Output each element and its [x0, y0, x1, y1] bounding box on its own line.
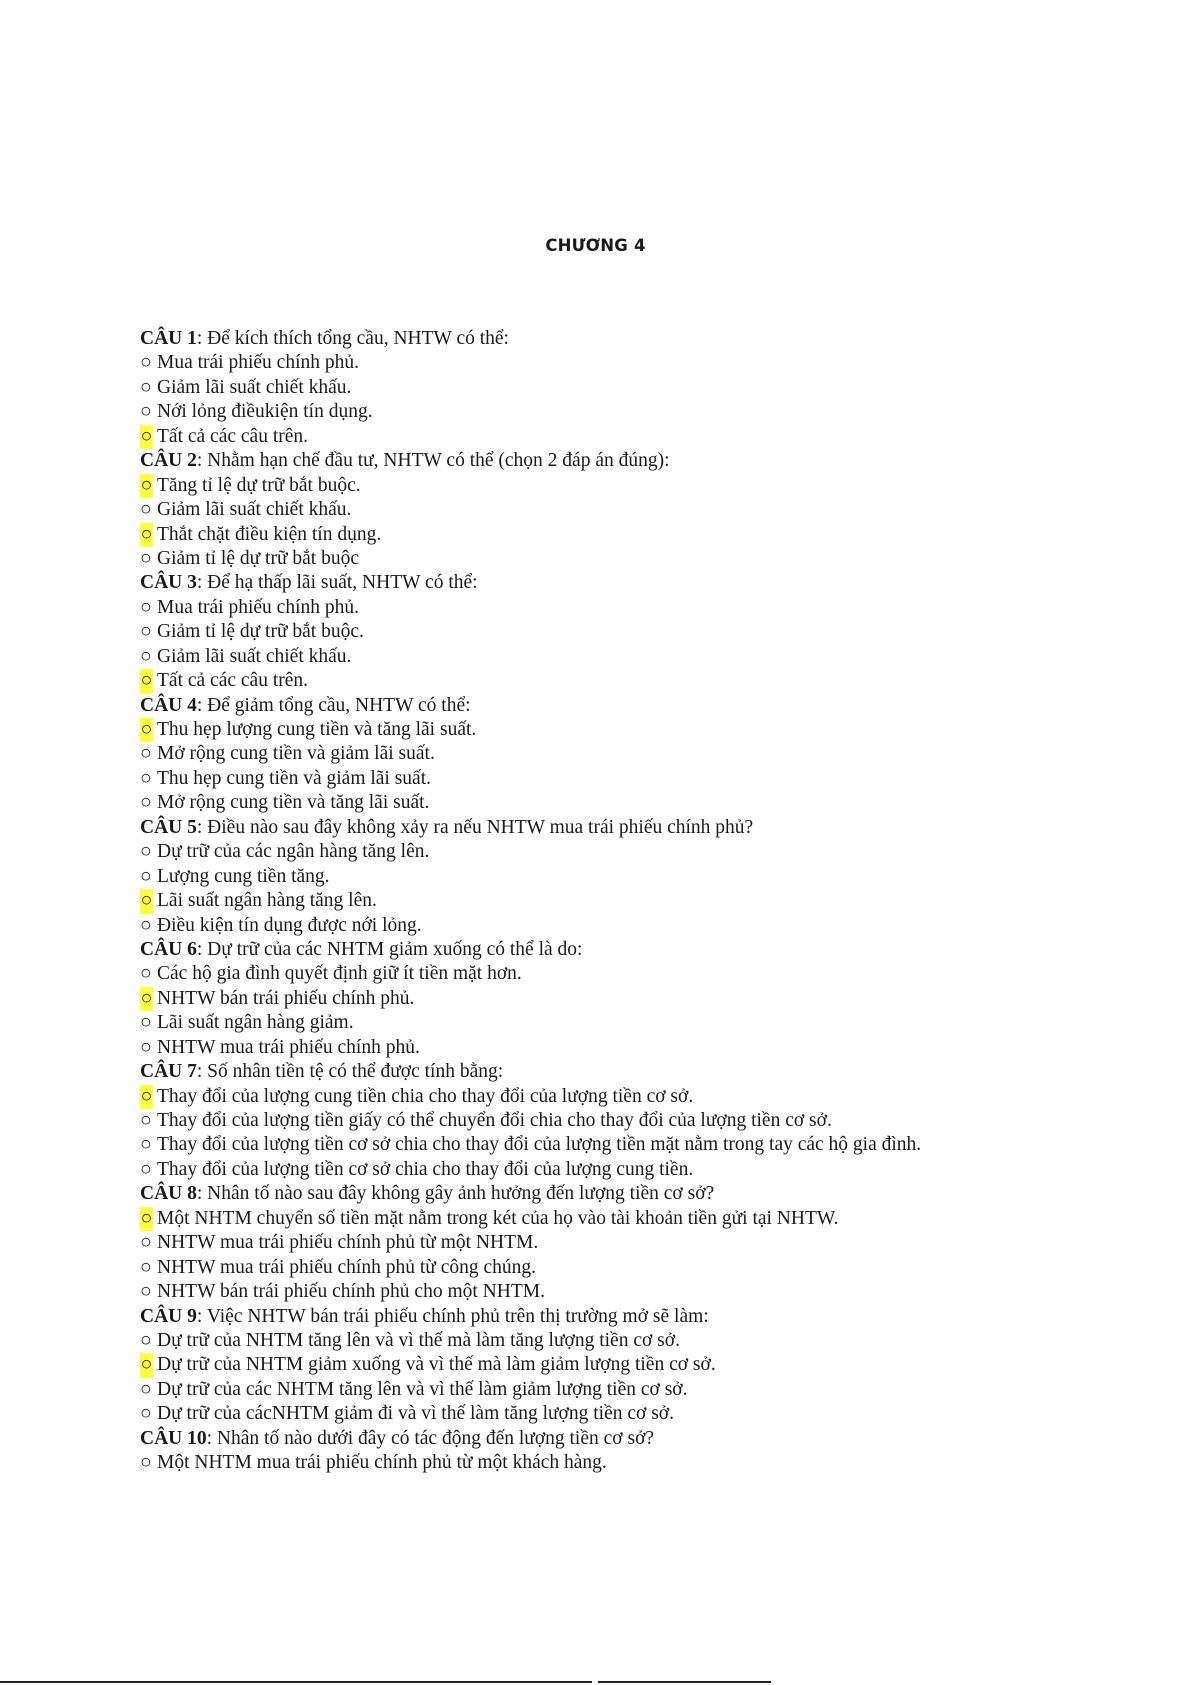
answer-option	[140, 767, 1150, 791]
answer-option-text: Thay đổi của lượng tiền giấy có thể chuyển đổi chia cho thay đổi của lượng tiền cơ sở.	[157, 1110, 832, 1131]
answer-option-text: NHTW bán trái phiếu chính phủ.	[157, 987, 415, 1009]
circle-bullet-icon: ○	[140, 376, 152, 398]
question-text: : Nhân tố nào sau đây không gây ảnh hưởng đến lượng tiền cơ sở?	[196, 1183, 715, 1205]
question-label: CÂU 3	[140, 572, 197, 594]
answer-option-text: Giảm lãi suất chiết khấu.	[157, 499, 352, 521]
answer-option	[140, 840, 1150, 864]
answer-option-text: Lãi suất ngân hàng giảm.	[157, 1012, 354, 1034]
answer-option	[140, 547, 1150, 571]
answer-option-text: Dự trữ của NHTM tăng lên và vì thế mà làm tăng lượng tiền cơ sở.	[157, 1329, 680, 1351]
answer-option-text: Điều kiện tín dụng được nới lỏng.	[157, 914, 422, 936]
answer-option-text: Giảm lãi suất chiết khấu.	[157, 645, 352, 667]
answer-option-text: Thay đổi của lượng tiền cơ sở chia cho thay đổi của lượng cung tiền.	[157, 1158, 694, 1180]
question-text: : Nhân tố nào dưới đây có tác động đến lượng tiền cơ sở?	[206, 1427, 655, 1449]
question-text: : Dự trữ của các NHTM giảm xuống có thể là do:	[196, 938, 583, 960]
circle-bullet-icon: ○	[140, 841, 152, 863]
highlighted-circle-bullet-icon: ○	[140, 1353, 153, 1377]
answer-option-text: Giảm lãi suất chiết khấu.	[157, 376, 352, 398]
answer-option	[140, 400, 1150, 424]
question-label: CÂU 5	[140, 816, 197, 838]
answer-option-text: Một NHTM mua trái phiếu chính phủ từ một khách hàng.	[157, 1452, 607, 1474]
question-text: : Để kích thích tổng cầu, NHTW có thể:	[196, 328, 509, 349]
highlighted-circle-bullet-icon: ○	[140, 669, 153, 693]
question-7	[140, 1060, 1150, 1084]
circle-bullet-icon: ○	[140, 1281, 152, 1303]
answer-option	[140, 1207, 1150, 1231]
question-6	[140, 938, 1150, 962]
circle-bullet-icon: ○	[140, 596, 152, 618]
answer-option	[140, 962, 1150, 986]
answer-option-text: NHTW bán trái phiếu chính phủ cho một NHTM.	[157, 1281, 545, 1303]
question-5	[140, 816, 1150, 840]
circle-bullet-icon: ○	[140, 499, 152, 521]
circle-bullet-icon: ○	[140, 1452, 152, 1474]
answer-option-text: Lãi suất ngân hàng tăng lên.	[157, 890, 377, 912]
answer-option-text: Tăng tỉ lệ dự trữ bắt buộc.	[157, 474, 361, 496]
circle-bullet-icon: ○	[140, 401, 152, 423]
answer-option-text: Mua trái phiếu chính phủ.	[157, 596, 359, 618]
answer-option-text: Dự trữ của NHTM giảm xuống và vì thế mà làm giảm lượng tiền cơ sở.	[157, 1354, 716, 1376]
answer-option-text: Thu hẹp cung tiền và giảm lãi suất.	[157, 767, 432, 789]
highlighted-circle-bullet-icon: ○	[140, 1085, 153, 1109]
footer-rule-left	[0, 1681, 592, 1683]
answer-option	[140, 718, 1150, 742]
circle-bullet-icon: ○	[140, 865, 152, 887]
answer-option-text: Thu hẹp lượng cung tiền và tăng lãi suất.	[157, 719, 477, 740]
question-list	[140, 327, 1150, 1476]
question-label: CÂU 1	[140, 328, 197, 349]
question-2	[140, 449, 1150, 473]
answer-option-text: NHTW mua trái phiếu chính phủ.	[157, 1036, 420, 1058]
question-text: : Để hạ thấp lãi suất, NHTW có thể:	[196, 572, 478, 594]
answer-option-text: Mua trái phiếu chính phủ.	[157, 352, 359, 374]
circle-bullet-icon: ○	[140, 547, 152, 569]
circle-bullet-icon: ○	[140, 1256, 152, 1278]
highlighted-circle-bullet-icon: ○	[140, 889, 153, 913]
question-text: : Để giảm tổng cầu, NHTW có thể:	[196, 694, 471, 716]
circle-bullet-icon: ○	[140, 963, 152, 985]
question-4	[140, 694, 1150, 718]
answer-option-text: Thay đổi của lượng tiền cơ sở chia cho thay đổi của lượng tiền mặt nằm trong tay các hộ gia đình.	[157, 1134, 922, 1156]
highlighted-circle-bullet-icon: ○	[140, 474, 153, 498]
answer-option	[140, 596, 1150, 620]
answer-option	[140, 523, 1150, 547]
question-text: : Việc NHTW bán trái phiếu chính phủ trên thị trường mở sẽ làm:	[196, 1305, 709, 1327]
answer-option-text: NHTW mua trái phiếu chính phủ từ một NHTM.	[157, 1232, 539, 1254]
circle-bullet-icon: ○	[140, 1403, 152, 1425]
answer-option-text: Mở rộng cung tiền và tăng lãi suất.	[157, 792, 430, 814]
answer-option	[140, 645, 1150, 669]
answer-option-text: Lượng cung tiền tăng.	[157, 865, 330, 887]
answer-option	[140, 376, 1150, 400]
question-text: : Nhằm hạn chế đầu tư, NHTW có thể (chọn 2 đáp án đúng):	[196, 450, 670, 472]
answer-option-text: Thay đổi của lượng cung tiền chia cho thay đổi của lượng tiền cơ sở.	[157, 1085, 694, 1107]
question-label: CÂU 6	[140, 938, 197, 960]
answer-option-text: Dự trữ của các ngân hàng tăng lên.	[157, 841, 430, 863]
answer-option	[140, 669, 1150, 693]
answer-option	[140, 1231, 1150, 1255]
footer-rule-right	[598, 1681, 771, 1683]
answer-option-text: Một NHTM chuyển số tiền mặt nằm trong két của họ vào tài khoản tiền gửi tại NHTW.	[157, 1207, 839, 1229]
circle-bullet-icon: ○	[140, 1036, 152, 1058]
question-text: : Số nhân tiền tệ có thể được tính bằng:	[196, 1061, 504, 1083]
answer-option	[140, 1158, 1150, 1182]
question-9	[140, 1305, 1150, 1329]
page-title: CHƯƠNG 4	[545, 236, 646, 255]
question-8	[140, 1182, 1150, 1206]
answer-option	[140, 1109, 1150, 1133]
answer-option	[140, 1133, 1150, 1157]
question-label: CÂU 2	[140, 450, 197, 472]
highlighted-circle-bullet-icon: ○	[140, 1207, 153, 1231]
circle-bullet-icon: ○	[140, 1378, 152, 1400]
circle-bullet-icon: ○	[140, 1158, 152, 1180]
answer-option	[140, 1451, 1150, 1475]
question-text: : Điều nào sau đây không xảy ra nếu NHTW mua trái phiếu chính phủ?	[196, 816, 754, 838]
highlighted-circle-bullet-icon: ○	[140, 425, 153, 449]
highlighted-circle-bullet-icon: ○	[140, 523, 153, 547]
question-label: CÂU 7	[140, 1061, 197, 1083]
answer-option	[140, 474, 1150, 498]
answer-option-text: Giảm tỉ lệ dự trữ bắt buộc	[157, 547, 360, 569]
question-label: CÂU 9	[140, 1305, 197, 1327]
answer-option-text: NHTW mua trái phiếu chính phủ từ công chúng.	[157, 1256, 537, 1278]
answer-option-text: Giảm tỉ lệ dự trữ bắt buộc.	[157, 621, 364, 643]
answer-option-text: Tất cả các câu trên.	[157, 425, 309, 447]
answer-option-text: Dự trữ của các NHTM tăng lên và vì thế làm giảm lượng tiền cơ sở.	[157, 1378, 688, 1400]
circle-bullet-icon: ○	[140, 352, 152, 374]
answer-option-text: Thắt chặt điều kiện tín dụng.	[157, 523, 382, 545]
answer-option	[140, 1402, 1150, 1426]
circle-bullet-icon: ○	[140, 621, 152, 643]
answer-option	[140, 620, 1150, 644]
circle-bullet-icon: ○	[140, 767, 152, 789]
circle-bullet-icon: ○	[140, 1110, 152, 1131]
answer-option	[140, 791, 1150, 815]
answer-option-text: Các hộ gia đình quyết định giữ ít tiền mặt hơn.	[157, 963, 522, 985]
answer-option	[140, 865, 1150, 889]
question-3	[140, 571, 1150, 595]
answer-option	[140, 425, 1150, 449]
circle-bullet-icon: ○	[140, 1329, 152, 1351]
circle-bullet-icon: ○	[140, 645, 152, 667]
question-10	[140, 1427, 1150, 1451]
highlighted-circle-bullet-icon: ○	[140, 987, 153, 1011]
answer-option	[140, 1011, 1150, 1035]
answer-option	[140, 1329, 1150, 1353]
answer-option	[140, 889, 1150, 913]
answer-option	[140, 351, 1150, 375]
answer-option	[140, 1256, 1150, 1280]
answer-option	[140, 1353, 1150, 1377]
question-label: CÂU 4	[140, 694, 197, 716]
answer-option	[140, 1378, 1150, 1402]
answer-option	[140, 498, 1150, 522]
answer-option-text: Mở rộng cung tiền và giảm lãi suất.	[157, 743, 435, 765]
circle-bullet-icon: ○	[140, 1012, 152, 1034]
circle-bullet-icon: ○	[140, 1232, 152, 1254]
answer-option	[140, 914, 1150, 938]
highlighted-circle-bullet-icon: ○	[140, 718, 153, 742]
question-1	[140, 327, 1150, 351]
answer-option-text: Tất cả các câu trên.	[157, 670, 309, 692]
answer-option	[140, 987, 1150, 1011]
answer-option	[140, 1280, 1150, 1304]
answer-option	[140, 1085, 1150, 1109]
question-label: CÂU 10	[140, 1427, 207, 1449]
answer-option	[140, 1036, 1150, 1060]
answer-option-text: Dự trữ của cácNHTM giảm đi và vì thế làm tăng lượng tiền cơ sở.	[157, 1403, 674, 1425]
circle-bullet-icon: ○	[140, 914, 152, 936]
question-label: CÂU 8	[140, 1183, 197, 1205]
answer-option	[140, 742, 1150, 766]
answer-option-text: Nới lỏng điềukiện tín dụng.	[157, 401, 373, 423]
circle-bullet-icon: ○	[140, 792, 152, 814]
circle-bullet-icon: ○	[140, 743, 152, 765]
circle-bullet-icon: ○	[140, 1134, 152, 1156]
